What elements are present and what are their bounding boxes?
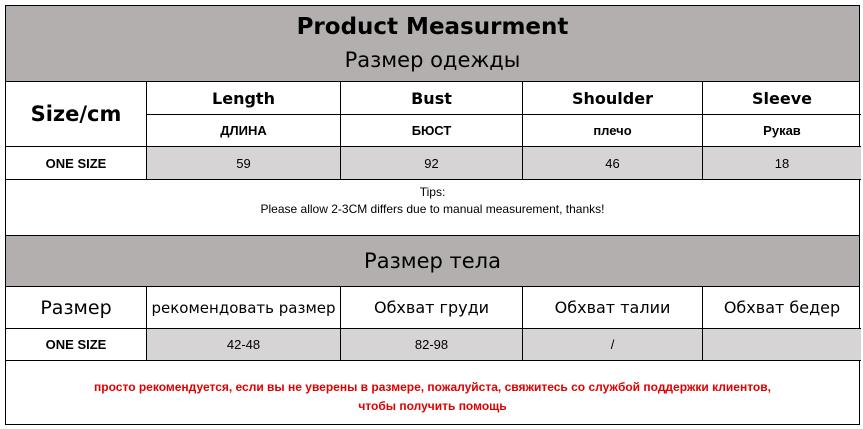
garment-bust-value: 92	[341, 147, 523, 180]
col-sleeve-ru: Рукав	[703, 115, 861, 147]
garment-header	[6, 6, 859, 82]
body-header	[6, 236, 859, 287]
col-shoulder-en: Shoulder	[523, 82, 703, 115]
garment-length-value: 59	[147, 147, 341, 180]
body-waist-value: /	[523, 329, 703, 361]
body-recommend-value: 42-48	[147, 329, 341, 361]
col-sleeve-en: Sleeve	[703, 82, 861, 115]
tips-title: Tips:	[419, 185, 446, 199]
body-row-label: ONE SIZE	[6, 329, 147, 361]
col-shoulder-ru: плечо	[523, 115, 703, 147]
col-bust-en: Bust	[341, 82, 523, 115]
garment-subtitle: Размер одежды	[344, 48, 521, 72]
support-note	[6, 361, 859, 424]
garment-shoulder-value: 46	[523, 147, 703, 180]
body-hips-value	[703, 329, 861, 361]
size-cm-text: Size/cm	[30, 102, 122, 126]
col-length-ru: ДЛИНА	[147, 115, 341, 147]
garment-sleeve-value: 18	[703, 147, 861, 180]
col-recommend-size: рекомендовать размер	[147, 287, 341, 329]
garment-row-label: ONE SIZE	[6, 147, 147, 180]
tips-text: Please allow 2-3CM differs due to manual measurement, thanks!	[260, 202, 605, 216]
support-note-line2: чтобы получить помощь	[358, 399, 507, 413]
body-title: Размер тела	[364, 249, 501, 273]
body-size-label	[6, 287, 147, 329]
col-length-en: Length	[147, 82, 341, 115]
size-cm-label	[6, 82, 147, 147]
body-size-text: Размер	[40, 296, 112, 319]
col-waist: Обхват талии	[523, 287, 703, 329]
support-note-line1: просто рекомендуется, если вы не уверены в размере, пожалуйста, свяжитесь со службой поддержки клиентов,	[94, 380, 771, 394]
tips-box	[6, 180, 859, 236]
size-chart	[5, 5, 860, 425]
body-chest-value: 82-98	[341, 329, 523, 361]
chart-title: Product Measurment	[296, 14, 569, 40]
col-hips: Обхват бедер	[703, 287, 861, 329]
col-chest: Обхват груди	[341, 287, 523, 329]
col-bust-ru: БЮСТ	[341, 115, 523, 147]
